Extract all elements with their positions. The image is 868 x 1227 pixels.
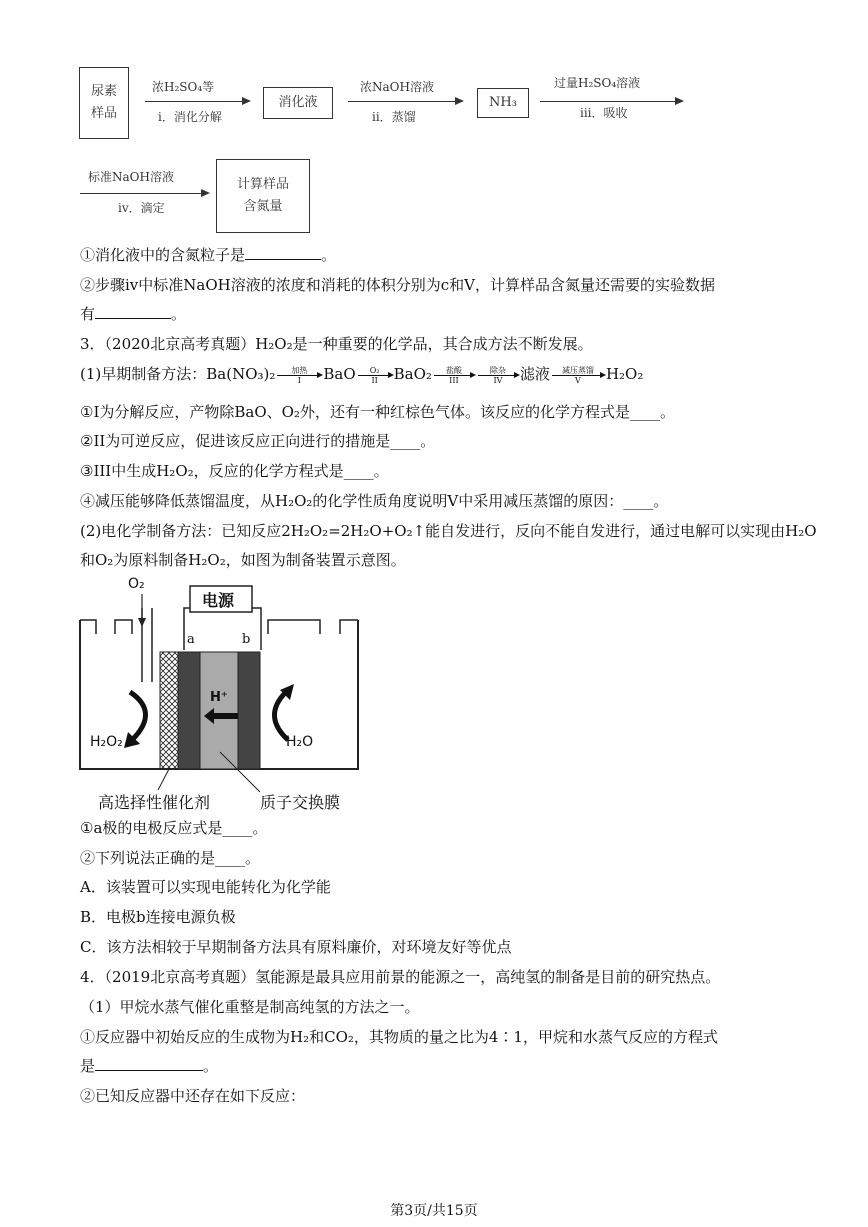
reaction-arrow [434,366,474,385]
option-a[interactable]: A．该装置可以实现电能转化为化学能 [80,878,331,896]
catalyst-layer [160,652,178,769]
flow-arrow2-head [455,97,464,105]
q3-part2-item1: ①a极的电极反应式是____。 [80,819,268,837]
flow-arrow2-top: 浓NaOH溶液 [360,80,434,94]
reaction-arrow-condition: 除杂 [489,365,506,375]
flow-box-digest [263,87,333,119]
flow-box-digest-label: 消化液 [278,95,318,110]
pointer-catalyst [158,769,169,790]
membrane-caption: 质子交换膜 [260,793,341,812]
electrolysis-diagram [70,572,370,812]
tank-rim-right2 [340,620,358,634]
reaction-arrow-step: II [371,375,378,385]
q3-part2-line1: (2)电化学制备方法：已知反应2H₂O₂=2H₂O+O₂↑能自发进行，反向不能自发进行，通过电解可以实现由H₂O [80,522,817,540]
q3-part2-item2: ②下列说法正确的是____。 [80,849,261,867]
q4-header: 4．（2019北京高考真题）氢能源是最具应用前景的能源之一，高纯氢的制备是目前的研究热点。 [80,968,721,986]
tank-rim-left2 [115,620,132,634]
flow-box-result-line2: 含氮量 [243,199,283,214]
electrode-b-label: b [242,632,251,647]
o2-label: O₂ [128,576,145,592]
reaction-arrow [552,366,604,385]
h2o2-label: H₂O₂ [90,734,123,750]
q2-item1 [80,245,336,265]
flow-arrow2-bottom: ii．蒸馏 [372,110,416,124]
q4-item1-end: 。 [203,1057,219,1075]
q3-item1: ①I为分解反应，产物除BaO、O₂外，还有一种红棕色气体。该反应的化学方程式是____。 [80,403,675,421]
option-b[interactable]: B．电极b连接电源负极 [80,908,236,926]
flow-arrow4-head [201,189,210,197]
answer-blank[interactable] [95,1056,203,1071]
q4-item1-start: 是 [80,1057,96,1075]
proton-membrane [200,652,238,769]
answer-blank[interactable] [245,245,321,260]
reaction-product: H₂O₂ [605,365,644,383]
reaction-arrow-step: V [575,375,581,385]
q3-part2-line2: 和O₂为原料制备H₂O₂，如图为制备装置示意图。 [80,551,406,569]
reaction-product: BaO [323,365,356,383]
electrode-a [178,652,200,769]
electrode-a-label: a [187,632,195,647]
flow-box-sample-line2: 样品 [90,106,117,121]
curved-arrow-right [274,692,288,740]
flow-arrow1 [145,101,243,102]
reaction-arrow-condition: 减压蒸馏 [561,365,594,375]
flow-arrow3-bottom: iii．吸收 [580,106,628,120]
flow-box-result [216,159,310,233]
flow-arrow1-top: 浓H₂SO₄等 [152,80,215,94]
flow-arrow3 [540,101,676,102]
tank-rim-left [80,620,96,634]
flow-box-result-line1: 计算样品 [236,177,289,192]
q3-header: 3．（2020北京高考真题）H₂O₂是一种重要的化学品，其合成方法不断发展。 [80,335,593,353]
electrode-b [238,652,260,769]
reaction-arrow-condition: 加热 [291,365,308,375]
reaction-scheme [275,365,643,383]
flow-box-sample [79,67,129,139]
q2-item1-text: ①消化液中的含氮粒子是 [80,246,246,264]
q2-item2-end: 。 [171,305,187,323]
reaction-arrow [358,366,392,385]
reaction-arrow-step: IV [493,375,503,385]
answer-blank[interactable] [95,304,171,319]
q3-item4: ④减压能够降低蒸馏温度，从H₂O₂的化学性质角度说明V中采用减压蒸馏的原因：____。 [80,492,669,510]
q2-item1-end: 。 [321,246,337,264]
reaction-arrow-step: I [297,375,301,385]
flow-arrow1-head [242,97,251,105]
q2-item2-cont [80,304,186,324]
flow-box-nh3 [477,88,529,118]
reaction-product: 滤液 [519,365,550,383]
reaction-arrow-condition: 盐酸 [445,365,462,375]
reaction-arrow [277,366,321,385]
flow-arrow2 [348,101,456,102]
q2-item2: ②步骤iv中标准NaOH溶液的浓度和消耗的体积分别为c和V，计算样品含氮量还需要的实验数据 [80,276,715,294]
reaction-arrow [478,366,518,385]
flow-box-sample-line1: 尿素 [90,84,117,99]
curved-arrow-left [130,692,146,740]
q4-item2: ②已知反应器中还存在如下反应： [80,1087,306,1105]
option-c[interactable]: C．该方法相较于早期制备方法具有原料廉价，对环境友好等优点 [80,938,512,956]
flow-arrow3-top: 过量H₂SO₄溶液 [554,76,641,90]
tank-rim-right [268,620,320,634]
flow-arrow4-bottom: iv．滴定 [118,201,165,215]
o2-arrow-head [138,618,146,627]
q3-scheme-start: (1)早期制备方法：Ba(NO₃)₂ [80,365,276,383]
page-footer: 第3页/共15页 [390,1203,478,1219]
q3-item2: ②II为可逆反应，促进该反应正向进行的措施是____。 [80,432,436,450]
q4-item1: ①反应器中初始反应的生成物为H₂和CO₂，其物质的量之比为4∶1，甲烷和水蒸气反应的方程式 [80,1028,718,1046]
power-label: 电源 [202,591,235,610]
h2o-label: H₂O [286,734,314,750]
q4-item1-cont [80,1056,218,1076]
flow-box-nh3-label: NH₃ [489,95,517,110]
flow-arrow4-top: 标准NaOH溶液 [88,170,174,184]
hplus-label: H⁺ [210,690,228,705]
q3-item3: ③III中生成H₂O₂，反应的化学方程式是____。 [80,462,389,480]
q2-item2-start: 有 [80,305,96,323]
catalyst-caption: 高选择性催化剂 [98,793,211,812]
flow-arrow1-bottom: i．消化分解 [158,110,222,124]
q4-part1: （1）甲烷水蒸气催化重整是制高纯氢的方法之一。 [80,998,420,1016]
flow-arrow4 [80,193,202,194]
reaction-arrow-step: III [449,375,459,385]
flow-arrow3-head [675,97,684,105]
hplus-arrow-shaft [214,713,238,719]
reaction-arrow-condition: O₂ [369,365,380,375]
q3-scheme [80,364,643,385]
reaction-product: BaO₂ [393,365,432,383]
